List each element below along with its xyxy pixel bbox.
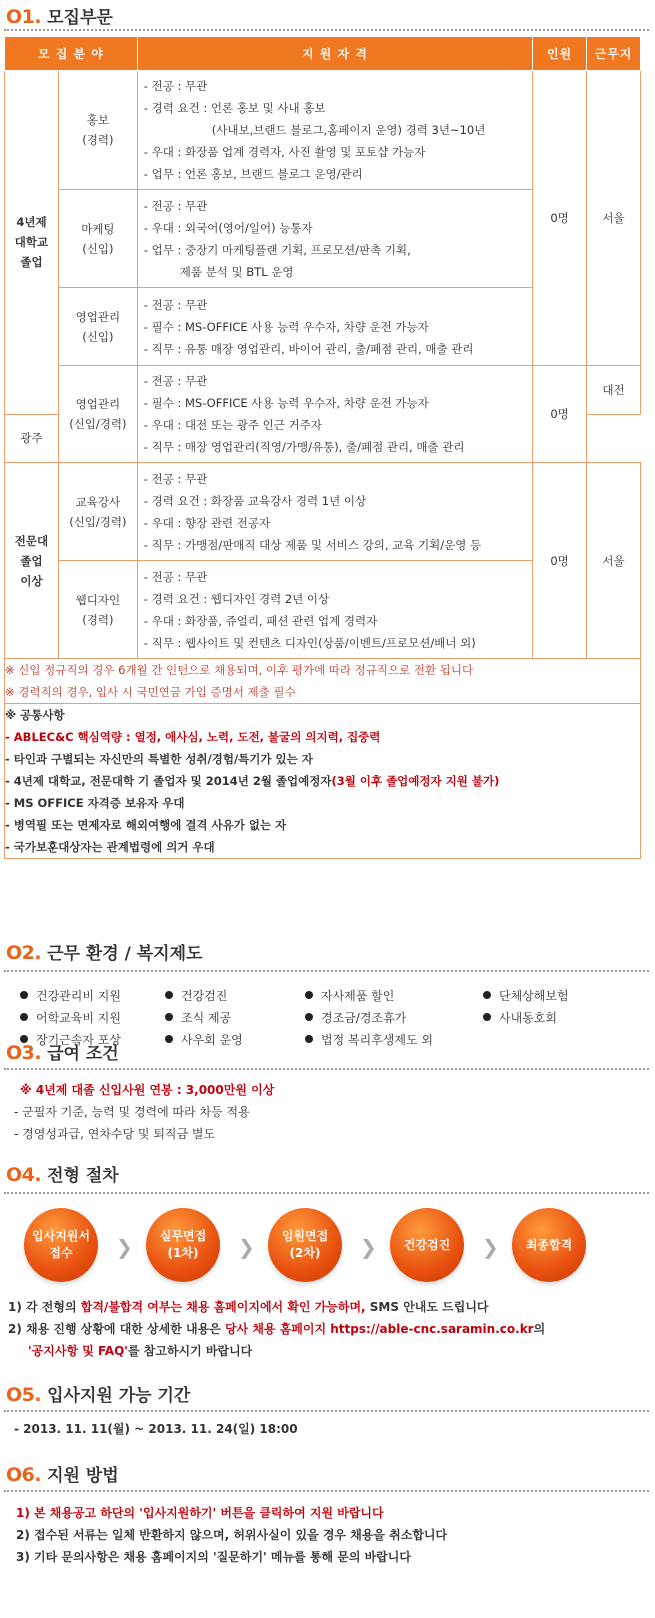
section-title-pay: O3. 급여 조건 <box>6 1042 119 1064</box>
count-cell: 0명 <box>533 463 587 659</box>
list-item: 조식 제공 <box>165 1009 305 1026</box>
qual-sales-regional: - 전공 : 무관 - 필수 : MS-OFFICE 사용 능력 우수자, 차량 운전 가능자 - 우대 : 대전 또는 광주 인근 거주자 - 직무 : 매장 영업관리(직영/가맹/유통), 출/폐점 관리, 매출 관리 <box>137 366 532 463</box>
bullet-icon <box>165 1035 173 1043</box>
divider <box>4 29 649 31</box>
notes: ※ 신입 정규직의 경우 6개월 간 인턴으로 채용되며, 이후 평가에 따라 정규직으로 전환 됩니다 ※ 경력직의 경우, 입사 시 국민연금 가입 증명서 제출 필수 <box>5 659 641 704</box>
pay-info: ※ 4년제 대졸 신입사원 연봉 : 3,000만원 이상 - 군필자 기준, 능력 및 경력에 따라 차등 적용 - 경영성과급, 연차수당 및 퇴직금 별도 <box>14 1083 275 1141</box>
bullet-icon <box>165 991 173 999</box>
bullet-icon <box>305 991 313 999</box>
bullet-icon <box>20 991 28 999</box>
qual-webdesign: - 전공 : 무관 - 경력 요건 : 웹디자인 경력 2년 이상 - 우대 : 화장품, 쥬얼리, 패션 관련 업계 경력자 - 직무 : 웹사이트 및 컨텐츠 디자인(상품/이벤트/프로모션/배너 외) <box>137 561 532 659</box>
table-row <box>5 463 641 561</box>
header-count: 인원 <box>533 37 587 71</box>
header-location: 근무지 <box>587 37 641 71</box>
divider <box>4 1490 649 1492</box>
section-title-welfare: O2. 근무 환경 / 복지제도 <box>6 942 203 964</box>
list-item: 자사제품 할인 <box>305 987 483 1004</box>
chevron-right-icon: ❯ <box>238 1235 255 1259</box>
count-cell: 0명 <box>533 366 587 463</box>
table-header <box>5 37 641 71</box>
bullet-icon <box>165 1013 173 1021</box>
divider <box>4 1410 649 1412</box>
location-cell: 광주 <box>5 414 59 463</box>
count-cell: 0명 <box>533 71 587 366</box>
step-apply: 입사지원서 접수 <box>24 1208 98 1282</box>
process-steps <box>24 1208 644 1283</box>
divider <box>4 970 649 972</box>
step-final: 최종합격 <box>512 1208 586 1282</box>
bullet-icon <box>305 1013 313 1021</box>
divider <box>4 1192 649 1194</box>
list-item: 사우회 운영 <box>165 1031 305 1048</box>
location-cell: 대전 <box>587 366 641 415</box>
period-text: - 2013. 11. 11(월) ~ 2013. 11. 24(일) 18:00 <box>14 1422 298 1436</box>
chevron-right-icon: ❯ <box>482 1235 499 1259</box>
qual-pr: - 전공 : 무관 - 경력 요건 : 언론 홍보 및 사내 홍보 (사내보,브랜드 블로그,홈페이지 운영) 경력 3년~10년 - 우대 : 화장품 업계 경력자, 사진 촬영 및 포토샵 가능자 - 업무 : 언론 홍보, 브랜드 블로그 운영/관리 <box>137 71 532 190</box>
header-qual: 지 원 자 격 <box>137 37 532 71</box>
section-title-apply: O6. 지원 방법 <box>6 1464 119 1486</box>
list-item: 장기근속자 포상 <box>20 1031 165 1048</box>
step-health: 건강검진 <box>390 1208 464 1282</box>
apply-steps: 1) 본 채용공고 하단의 '입사지원하기' 버튼을 클릭하여 지원 바랍니다 2) 접수된 서류는 일체 반환하지 않으며, 허위사실이 있을 경우 채용을 취소합니다 3) 기타 문의사항은 채용 홈페이지의 '질문하기' 메뉴를 통해 문의 바랍니다 <box>16 1506 448 1564</box>
field-webdesign: 웹디자인 (경력) <box>58 561 137 659</box>
recruit-site-link[interactable]: 당사 채용 홈페이지 https://able-cnc.saramin.co.kr <box>224 1322 534 1336</box>
section-title-process: O4. 전형 절차 <box>6 1164 119 1186</box>
bullet-icon <box>483 1013 491 1021</box>
edu-4yr: 4년제 대학교 졸업 <box>5 71 59 415</box>
list-item: 어학교육비 지원 <box>20 1009 165 1026</box>
list-item: 건강검진 <box>165 987 305 1004</box>
location-cell: 서울 <box>587 463 641 659</box>
qual-marketing: - 전공 : 무관 - 우대 : 외국어(영어/일어) 능통자 - 업무 : 중장기 마케팅플랜 기획, 프로모션/판촉 기획, 제품 분석 및 BTL 운영 <box>137 190 532 288</box>
edu-college: 전문대 졸업 이상 <box>5 463 59 659</box>
field-pr: 홍보 (경력) <box>58 71 137 190</box>
list-item: 경조금/경조휴가 <box>305 1009 483 1026</box>
qual-sales: - 전공 : 무관 - 필수 : MS-OFFICE 사용 능력 우수자, 차량 운전 가능자 - 직무 : 유통 매장 영업관리, 바이어 관리, 출/폐점 관리, 매출 관리 <box>137 288 532 366</box>
process-notes: 1) 각 전형의 합격/불합격 여부는 채용 홈페이지에서 확인 가능하며, SMS 안내도 드립니다 2) 채용 진행 상황에 대한 상세한 내용은 당사 채용 홈페이지 https://able-cnc.saramin.co.kr의 '공지사항 및 FAQ'를 참고하시기 바랍니다 <box>8 1300 546 1358</box>
step-interview-1: 실무면접 (1차) <box>146 1208 220 1282</box>
header-field: 모 집 분 야 <box>5 37 138 71</box>
chevron-right-icon: ❯ <box>116 1235 133 1259</box>
table-row <box>5 366 641 415</box>
table-row <box>5 659 641 704</box>
qual-trainer: - 전공 : 무관 - 경력 요건 : 화장품 교육강사 경력 1년 이상 - 우대 : 향장 관련 전공자 - 직무 : 가맹점/판매직 대상 제품 및 서비스 강의, 교육 기획/운영 등 <box>137 463 532 561</box>
list-item: 건강관리비 지원 <box>20 987 165 1004</box>
list-item: 법정 복리후생제도 외 <box>305 1031 433 1048</box>
table-row <box>5 704 641 859</box>
divider <box>4 1068 649 1070</box>
field-sales: 영업관리 (신입) <box>58 288 137 366</box>
step-interview-2: 임원면접 (2차) <box>268 1208 342 1282</box>
bullet-icon <box>305 1035 313 1043</box>
location-cell: 서울 <box>587 71 641 366</box>
section-title-recruit: O1. 모집부문 <box>6 6 113 28</box>
section-title-period: O5. 입사지원 가능 기간 <box>6 1384 191 1406</box>
common-requirements: ※ 공통사항 - ABLEC&C 핵심역량 : 열정, 애사심, 노력, 도전, 불굴의 의지력, 집중력 - 타인과 구별되는 자신만의 특별한 성취/경험/특기가 있는 자 - 4년제 대학교, 전문대학 기 졸업자 및 2014년 2월 졸업예정자(3월 이후 졸업예정자 지원 불가) - MS OFFICE 자격증 보유자 우대 - 병역필 또는 면제자로 해외여행에 결격 사유가 없는 자 - 국가보훈대상자는 관계법령에 의거 우대 <box>5 704 641 859</box>
recruit-table <box>4 36 641 859</box>
table-row <box>5 71 641 190</box>
field-sales-regional: 영업관리 (신입/경력) <box>58 366 137 463</box>
bullet-icon <box>483 991 491 999</box>
chevron-right-icon: ❯ <box>360 1235 377 1259</box>
list-item: 단체상해보험 <box>483 987 569 1004</box>
bullet-icon <box>20 1013 28 1021</box>
list-item: 사내동호회 <box>483 1009 557 1026</box>
field-trainer: 교육강사 (신입/경력) <box>58 463 137 561</box>
field-marketing: 마케팅 (신입) <box>58 190 137 288</box>
